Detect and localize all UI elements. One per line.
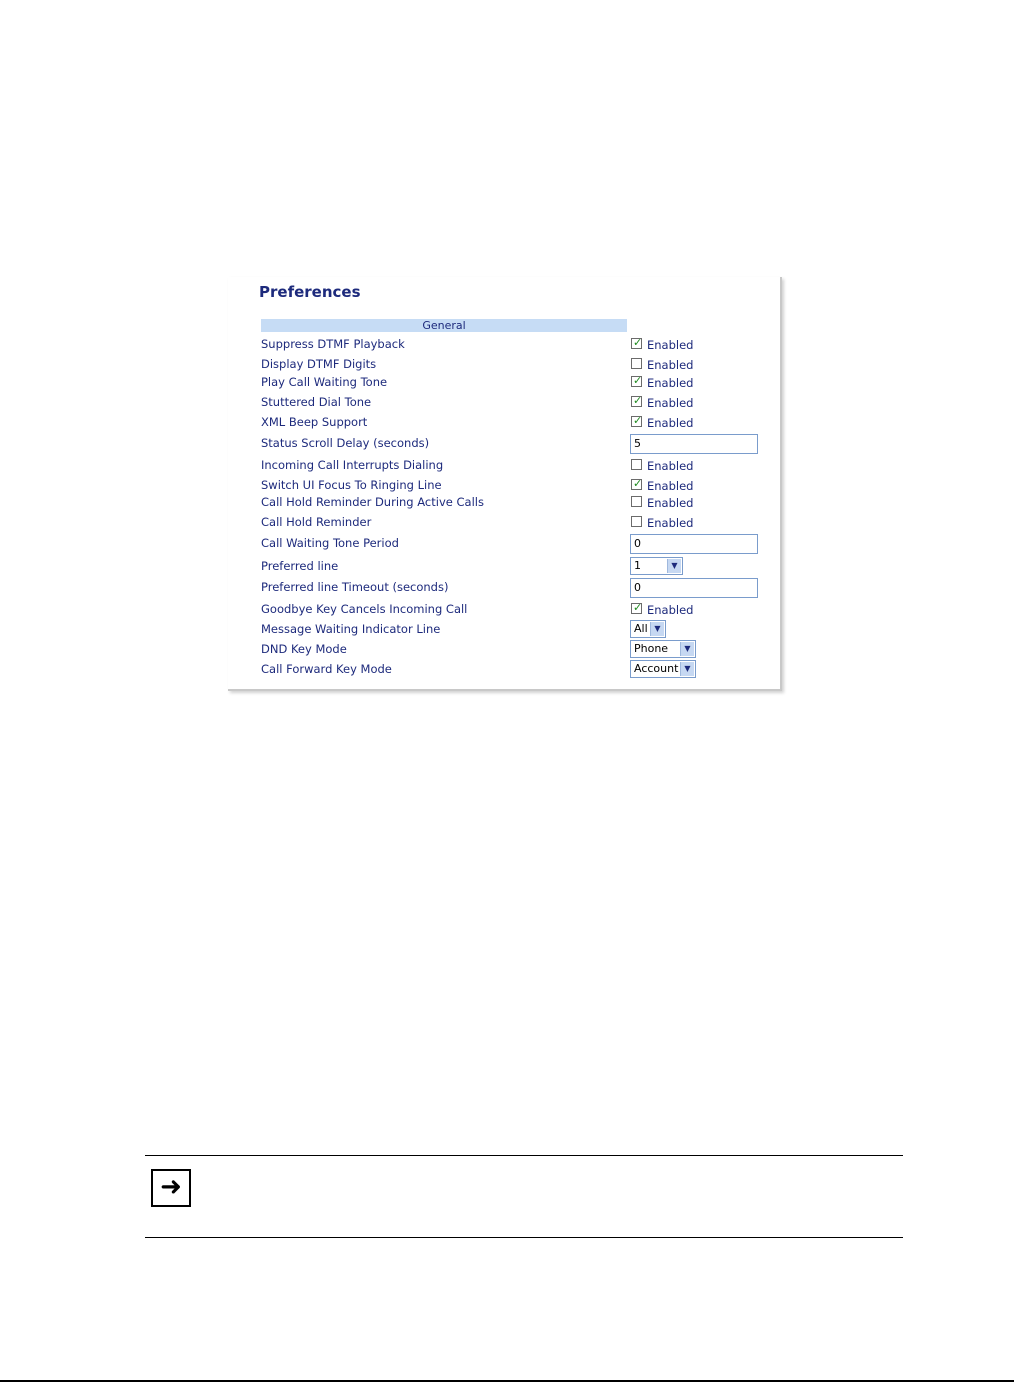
preference-row bbox=[261, 580, 771, 598]
select-dropdown[interactable] bbox=[630, 640, 696, 658]
preference-row bbox=[261, 536, 771, 554]
preference-row bbox=[261, 602, 771, 620]
enabled-label: Enabled bbox=[647, 416, 694, 430]
enabled-checkbox[interactable] bbox=[631, 603, 642, 614]
preference-row bbox=[261, 375, 771, 393]
arrow-right-icon: ➜ bbox=[151, 1169, 191, 1207]
preference-row bbox=[261, 357, 771, 375]
enabled-label: Enabled bbox=[647, 516, 694, 530]
preference-label: Call Forward Key Mode bbox=[261, 662, 392, 676]
preference-label: Call Waiting Tone Period bbox=[261, 536, 399, 550]
preference-label: Suppress DTMF Playback bbox=[261, 337, 405, 351]
preference-row bbox=[261, 515, 771, 533]
preference-label: Call Hold Reminder bbox=[261, 515, 372, 529]
select-value: 1 bbox=[634, 559, 641, 572]
preference-row bbox=[261, 559, 771, 577]
preference-row bbox=[261, 622, 771, 640]
text-input[interactable]: 0 bbox=[630, 534, 758, 554]
chevron-down-icon[interactable]: ▼ bbox=[680, 642, 694, 656]
chevron-down-icon[interactable]: ▼ bbox=[680, 662, 694, 676]
checkmark-icon: ✓ bbox=[633, 414, 643, 427]
select-dropdown[interactable] bbox=[630, 660, 696, 678]
enabled-label: Enabled bbox=[647, 603, 694, 617]
enabled-checkbox[interactable] bbox=[631, 338, 642, 349]
preference-label: Goodbye Key Cancels Incoming Call bbox=[261, 602, 468, 616]
preference-label: Stuttered Dial Tone bbox=[261, 395, 372, 409]
preference-label: DND Key Mode bbox=[261, 642, 347, 656]
preference-row bbox=[261, 436, 771, 454]
enabled-label: Enabled bbox=[647, 338, 694, 352]
enabled-checkbox[interactable] bbox=[631, 416, 642, 427]
preference-row bbox=[261, 395, 771, 413]
enabled-checkbox[interactable] bbox=[631, 396, 642, 407]
preference-label: Message Waiting Indicator Line bbox=[261, 622, 441, 636]
enabled-label: Enabled bbox=[647, 396, 694, 410]
enabled-checkbox[interactable] bbox=[631, 479, 642, 490]
enabled-checkbox[interactable] bbox=[631, 358, 642, 369]
preference-label: Call Hold Reminder During Active Calls bbox=[261, 495, 484, 509]
enabled-label: Enabled bbox=[647, 479, 694, 493]
enabled-label: Enabled bbox=[647, 496, 694, 510]
enabled-checkbox[interactable] bbox=[631, 496, 642, 507]
chevron-down-icon[interactable]: ▼ bbox=[667, 559, 681, 573]
section-header-general: General bbox=[261, 319, 627, 332]
checkmark-icon: ✓ bbox=[633, 394, 643, 407]
text-input[interactable]: 5 bbox=[630, 434, 758, 454]
select-value: Account bbox=[634, 662, 679, 675]
preference-row bbox=[261, 662, 771, 680]
preference-label: Preferred line bbox=[261, 559, 339, 573]
checkmark-icon: ✓ bbox=[633, 601, 643, 614]
preference-label: Switch UI Focus To Ringing Line bbox=[261, 478, 442, 492]
enabled-checkbox[interactable] bbox=[631, 516, 642, 527]
select-dropdown[interactable] bbox=[630, 557, 683, 575]
enabled-checkbox[interactable] bbox=[631, 459, 642, 470]
select-value: All bbox=[634, 622, 648, 635]
enabled-label: Enabled bbox=[647, 376, 694, 390]
preference-label: XML Beep Support bbox=[261, 415, 368, 429]
preference-label: Play Call Waiting Tone bbox=[261, 375, 388, 389]
preference-row bbox=[261, 415, 771, 433]
preference-row bbox=[261, 642, 771, 660]
preference-label: Status Scroll Delay (seconds) bbox=[261, 436, 430, 450]
enabled-label: Enabled bbox=[647, 459, 694, 473]
preference-row bbox=[261, 458, 771, 476]
chevron-down-icon[interactable]: ▼ bbox=[650, 622, 664, 636]
preference-label: Display DTMF Digits bbox=[261, 357, 377, 371]
checkmark-icon: ✓ bbox=[633, 374, 643, 387]
page-bottom-rule bbox=[0, 1380, 1014, 1382]
select-value: Phone bbox=[634, 642, 669, 655]
checkmark-icon: ✓ bbox=[633, 336, 643, 349]
preference-label: Incoming Call Interrupts Dialing bbox=[261, 458, 444, 472]
panel-title: Preferences bbox=[259, 283, 361, 301]
checkmark-icon: ✓ bbox=[633, 477, 643, 490]
preference-label: Preferred line Timeout (seconds) bbox=[261, 580, 449, 594]
select-dropdown[interactable] bbox=[630, 620, 666, 638]
enabled-label: Enabled bbox=[647, 358, 694, 372]
preferences-panel bbox=[228, 277, 782, 691]
preference-row bbox=[261, 495, 771, 513]
text-input[interactable]: 0 bbox=[630, 578, 758, 598]
preference-row bbox=[261, 478, 771, 496]
preference-row bbox=[261, 337, 771, 355]
note-bottom-rule bbox=[145, 1237, 903, 1238]
enabled-checkbox[interactable] bbox=[631, 376, 642, 387]
note-top-rule bbox=[145, 1155, 903, 1156]
